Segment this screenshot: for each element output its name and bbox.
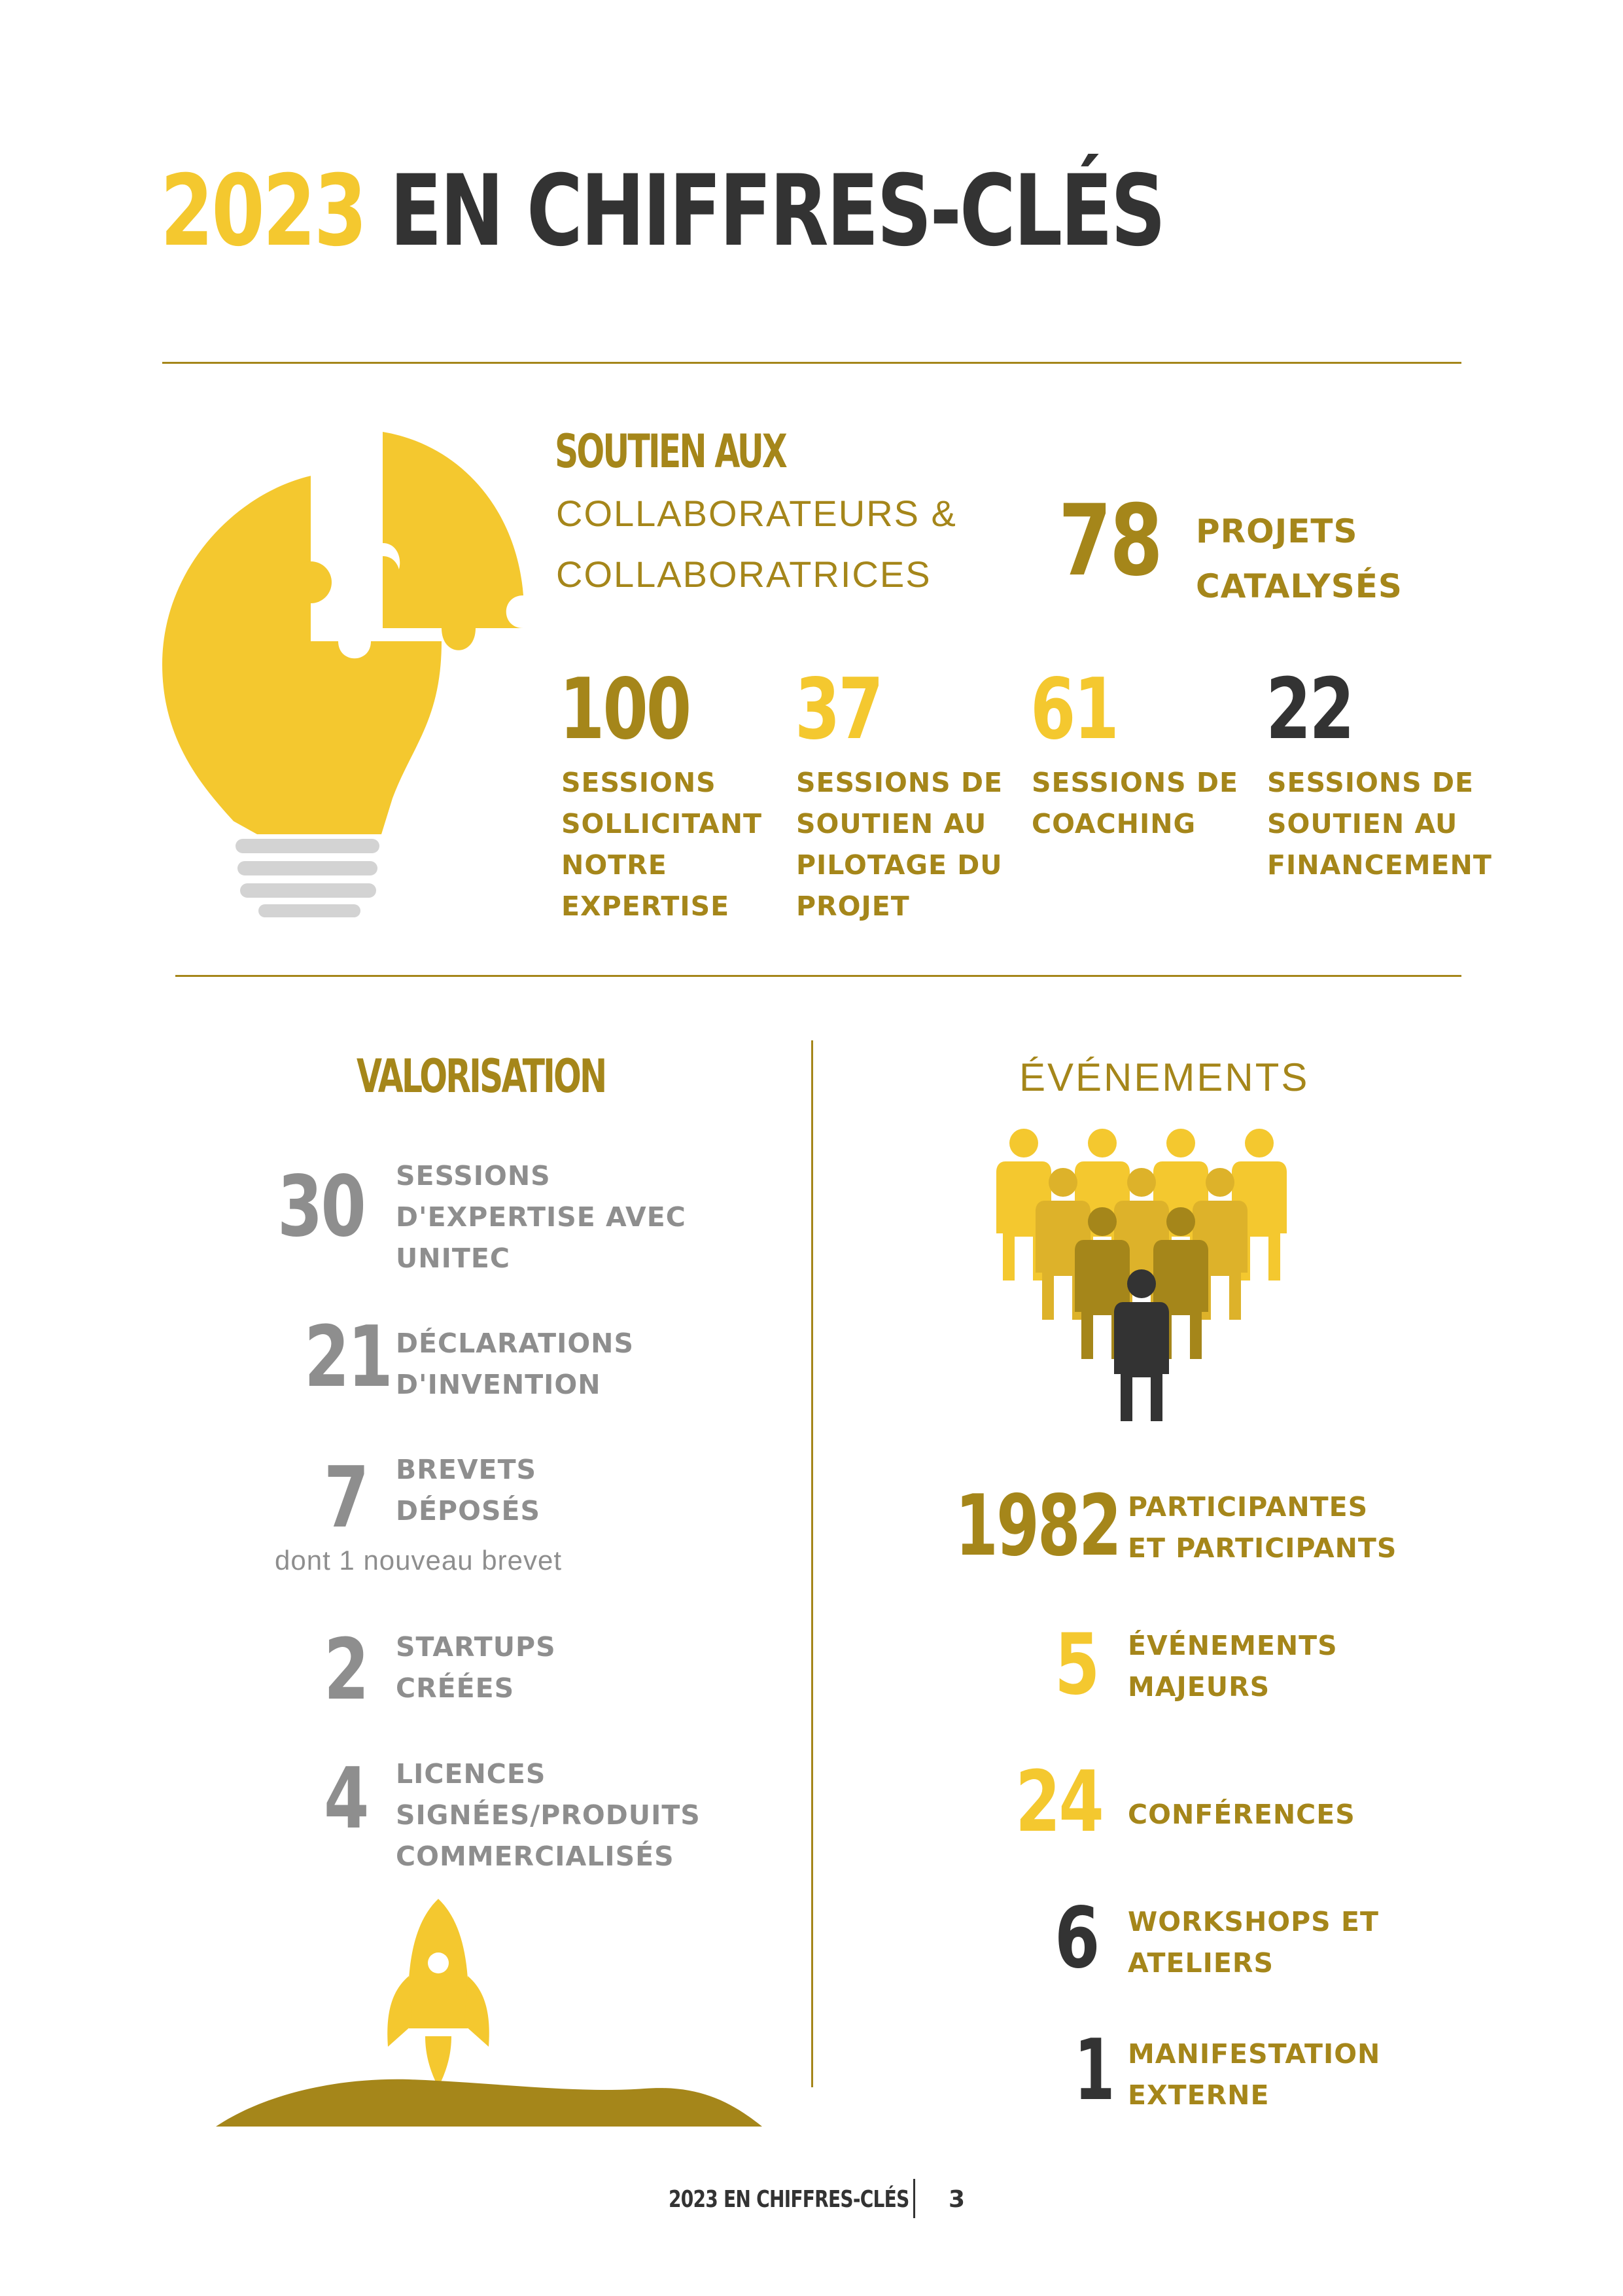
label-line: MAJEURS: [1128, 1671, 1270, 1703]
label-line: LICENCES: [396, 1758, 546, 1790]
label-line: DÉPOSÉS: [396, 1495, 541, 1527]
valorisation-number-expertise: 30: [277, 1158, 364, 1256]
label-line: UNITEC: [396, 1243, 510, 1274]
valorisation-number-licences: 4: [324, 1750, 368, 1848]
valorisation-number-brevets: 7: [324, 1449, 368, 1547]
stat-label-line: PROJET: [796, 891, 910, 922]
projects-label-line2: CATALYSÉS: [1196, 567, 1403, 605]
stat-label-financement: [1267, 762, 1492, 886]
middle-divider: [175, 975, 1461, 977]
evenements-number-participants: 1982: [955, 1477, 1120, 1575]
valorisation-number-declarations: 21: [304, 1309, 391, 1406]
stat-label-expertise: [561, 762, 762, 927]
footer-title: 2023 EN CHIFFRES-CLÉS: [669, 2186, 909, 2213]
label-line: ATELIERS: [1128, 1947, 1274, 1979]
evenements-label-workshops: [1128, 1901, 1379, 1984]
stat-number-pilotage: 37: [795, 661, 882, 758]
label-line: SESSIONS: [396, 1160, 551, 1192]
label-line: WORKSHOPS ET: [1128, 1906, 1379, 1937]
evenements-heading: ÉVÉNEMENTS: [1019, 1055, 1310, 1099]
projects-number: 78: [1058, 484, 1161, 598]
stat-label-line: SOLLICITANT: [561, 808, 763, 839]
rocket-icon: [213, 1898, 769, 2133]
evenements-label-participants: [1128, 1487, 1397, 1569]
label-line: CRÉÉES: [396, 1672, 515, 1704]
label-line: MANIFESTATION: [1128, 2038, 1381, 2070]
stat-label-line: NOTRE: [561, 849, 667, 881]
stat-label-line: SOUTIEN AU: [796, 808, 987, 839]
evenements-label-externe: [1128, 2034, 1380, 2116]
evenements-number-conferences: 24: [1015, 1754, 1102, 1851]
stat-label-pilotage: [796, 762, 1003, 927]
stat-label-line: SOUTIEN AU: [1267, 808, 1458, 839]
label-line: EXTERNE: [1128, 2079, 1270, 2111]
top-divider: [162, 362, 1461, 364]
valorisation-heading: VALORISATION: [357, 1050, 606, 1103]
label-line: SIGNÉES/PRODUITS: [396, 1799, 701, 1831]
valorisation-label-licences: [396, 1754, 701, 1877]
title-year: 2023: [160, 154, 366, 268]
valorisation-label-startups: [396, 1627, 556, 1709]
stat-label-line: SESSIONS DE: [796, 767, 1003, 798]
label-line: D'EXPERTISE AVEC: [396, 1201, 686, 1233]
valorisation-number-startups: 2: [324, 1621, 368, 1719]
stat-label-coaching: [1032, 762, 1238, 845]
evenements-number-workshops: 6: [1055, 1890, 1098, 1987]
label-line: DÉCLARATIONS: [396, 1328, 635, 1359]
footer-separator: [913, 2179, 915, 2218]
stat-label-line: SESSIONS: [561, 767, 716, 798]
stat-label-line: EXPERTISE: [561, 891, 730, 922]
label-line: PARTICIPANTES: [1128, 1491, 1369, 1523]
stat-number-financement: 22: [1266, 661, 1353, 758]
stat-label-line: SESSIONS DE: [1032, 767, 1239, 798]
page-title: [160, 154, 1164, 268]
soutien-heading: SOUTIEN AUX: [555, 425, 786, 478]
projects-label: [1196, 504, 1403, 614]
evenements-label-conferences: [1128, 1794, 1355, 1835]
label-line: COMMERCIALISÉS: [396, 1841, 674, 1872]
stat-label-line: COACHING: [1032, 808, 1196, 839]
stat-label-line: SESSIONS DE: [1267, 767, 1475, 798]
footer-page-number: 3: [949, 2186, 966, 2213]
evenements-number-majeurs: 5: [1055, 1616, 1098, 1714]
stat-number-coaching: 61: [1030, 661, 1117, 758]
valorisation-label-brevets: [396, 1449, 540, 1532]
lightbulb-puzzle-icon: [160, 432, 533, 929]
stat-number-expertise: 100: [559, 661, 690, 758]
label-line: BREVETS: [396, 1454, 537, 1485]
brevet-note: dont 1 nouveau brevet: [275, 1545, 562, 1576]
stat-label-line: FINANCEMENT: [1267, 849, 1492, 881]
soutien-sub2: COLLABORATRICES: [556, 554, 932, 595]
valorisation-label-expertise: [396, 1156, 686, 1279]
label-line: ÉVÉNEMENTS: [1128, 1630, 1338, 1661]
valorisation-label-declarations: [396, 1323, 634, 1405]
people-group-icon: [991, 1129, 1312, 1449]
evenements-number-externe: 1: [1074, 2022, 1113, 2119]
soutien-sub1: COLLABORATEURS &: [556, 493, 957, 534]
stat-label-line: PILOTAGE DU: [796, 849, 1003, 881]
label-line: STARTUPS: [396, 1631, 556, 1663]
title-rest: EN CHIFFRES-CLÉS: [389, 154, 1164, 268]
evenements-label-majeurs: [1128, 1625, 1338, 1708]
label-line: CONFÉRENCES: [1128, 1799, 1355, 1830]
label-line: ET PARTICIPANTS: [1128, 1532, 1397, 1564]
label-line: D'INVENTION: [396, 1369, 601, 1400]
column-divider: [811, 1040, 813, 2087]
projects-label-line1: PROJETS: [1196, 512, 1358, 550]
